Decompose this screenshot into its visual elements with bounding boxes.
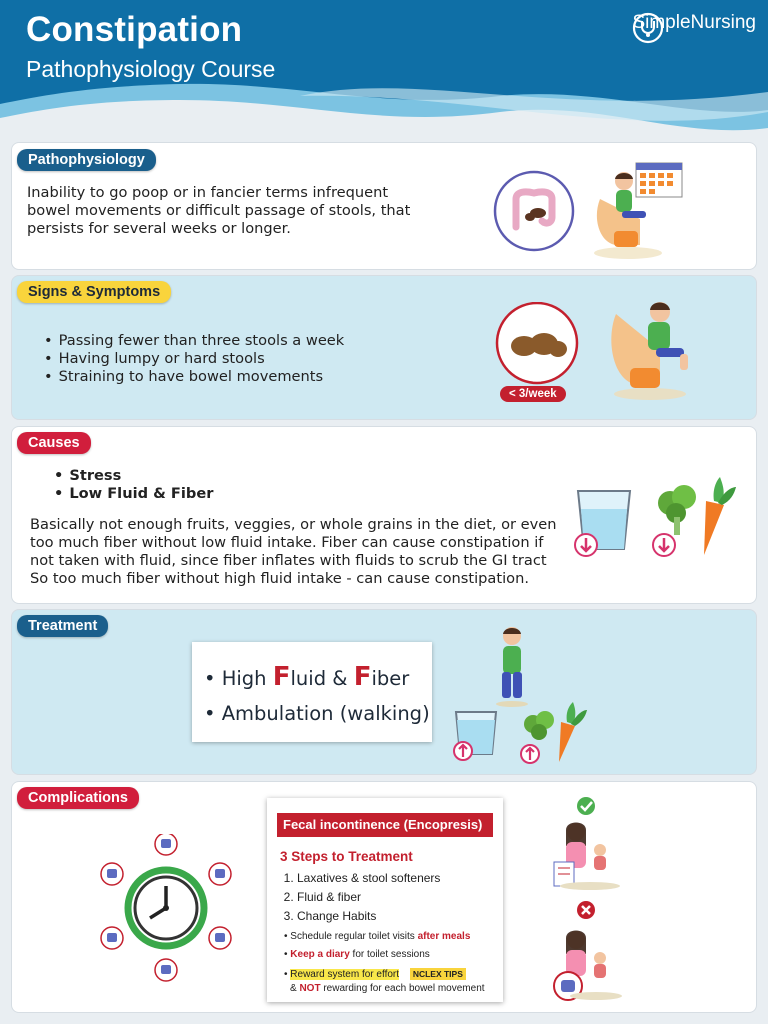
text-line: bowel movements or difficult passage of stools, that <box>27 202 411 219</box>
tip-reward: • Reward system for effort NCLEX TIPS <box>284 967 485 982</box>
header-banner <box>0 0 768 140</box>
text-line: So too much fiber without high fluid intake - can cause constipation. <box>30 570 529 587</box>
page-subtitle: Pathophysiology Course <box>26 56 276 82</box>
water-glass-low-icon <box>572 483 636 563</box>
treatment-item-ambulation: • Ambulation (walking) <box>204 702 430 725</box>
vegetables-low-icon <box>648 469 740 563</box>
treatment-box <box>192 642 432 742</box>
brand-name: SimpleNursing <box>632 12 756 33</box>
encopresis-card <box>267 798 503 1002</box>
complications-section <box>11 781 757 1013</box>
signs-symptoms-label: Signs & Symptoms <box>17 281 171 303</box>
tip-diary: • Keep a diary for toilet sessions <box>284 949 430 960</box>
causes-label: Causes <box>17 432 91 454</box>
habit-tips <box>284 928 485 996</box>
steps-title: 3 Steps to Treatment <box>280 849 413 864</box>
steps-list <box>297 869 440 926</box>
signs-symptoms-section <box>11 275 757 420</box>
pathophysiology-section <box>11 142 757 270</box>
water-glass-high-icon <box>452 708 500 766</box>
vegetables-high-icon <box>517 696 589 768</box>
text-line: Inability to go poop or in fancier terms infrequent <box>27 184 389 201</box>
colon-icon <box>492 169 576 253</box>
brand-logo <box>632 12 756 34</box>
text-line: not taken with fluid, since fiber inflates with fluids to scrub the GI tract <box>30 552 547 569</box>
positive-parenting-icon <box>550 796 626 896</box>
symptom-list <box>44 332 344 386</box>
text-line: persists for several weeks or longer. <box>27 220 291 237</box>
causes-text <box>30 516 557 588</box>
list-item: 1. Laxatives & stool softeners <box>297 869 440 888</box>
treatment-item-fluid-fiber: • High Fluid & Fiber <box>204 662 410 692</box>
child-straining-toilet-icon <box>604 298 696 402</box>
clock-toilet-schedule-icon <box>92 834 240 982</box>
encopresis-title: Fecal incontinence (Encopresis) <box>277 813 493 837</box>
text-line: too much fiber without low fluid intake. Fiber can cause constipation if <box>30 534 544 551</box>
frequency-badge: < 3/week <box>500 386 566 402</box>
list-item: • Having lumpy or hard stools <box>44 350 344 368</box>
tip-no-reward: & NOT rewarding for each bowel movement <box>290 983 485 994</box>
list-item: • Low Fluid & Fiber <box>54 485 213 503</box>
treatment-label: Treatment <box>17 615 108 637</box>
page-title: Constipation <box>26 10 243 49</box>
tip-schedule: • Schedule regular toilet visits after meals <box>284 931 471 942</box>
pathophysiology-label: Pathophysiology <box>17 149 156 171</box>
treatment-section <box>11 609 757 775</box>
negative-parenting-icon <box>550 900 626 1004</box>
list-item: • Stress <box>54 467 213 485</box>
list-item: • Passing fewer than three stools a week <box>44 332 344 350</box>
list-item: 2. Fluid & fiber <box>297 888 440 907</box>
stethoscope-icon <box>632 12 664 44</box>
text-line: Basically not enough fruits, veggies, or whole grains in the diet, or even <box>30 516 557 533</box>
pathophysiology-text <box>27 184 410 238</box>
list-item: 3. Change Habits <box>297 907 440 926</box>
nclex-badge: NCLEX TIPS <box>410 968 466 980</box>
stool-icon <box>494 302 580 386</box>
causes-section <box>11 426 757 604</box>
list-item: • Straining to have bowel movements <box>44 368 344 386</box>
causes-list <box>54 467 213 503</box>
child-on-toilet-calendar-icon <box>578 159 698 263</box>
complications-label: Complications <box>17 787 139 809</box>
